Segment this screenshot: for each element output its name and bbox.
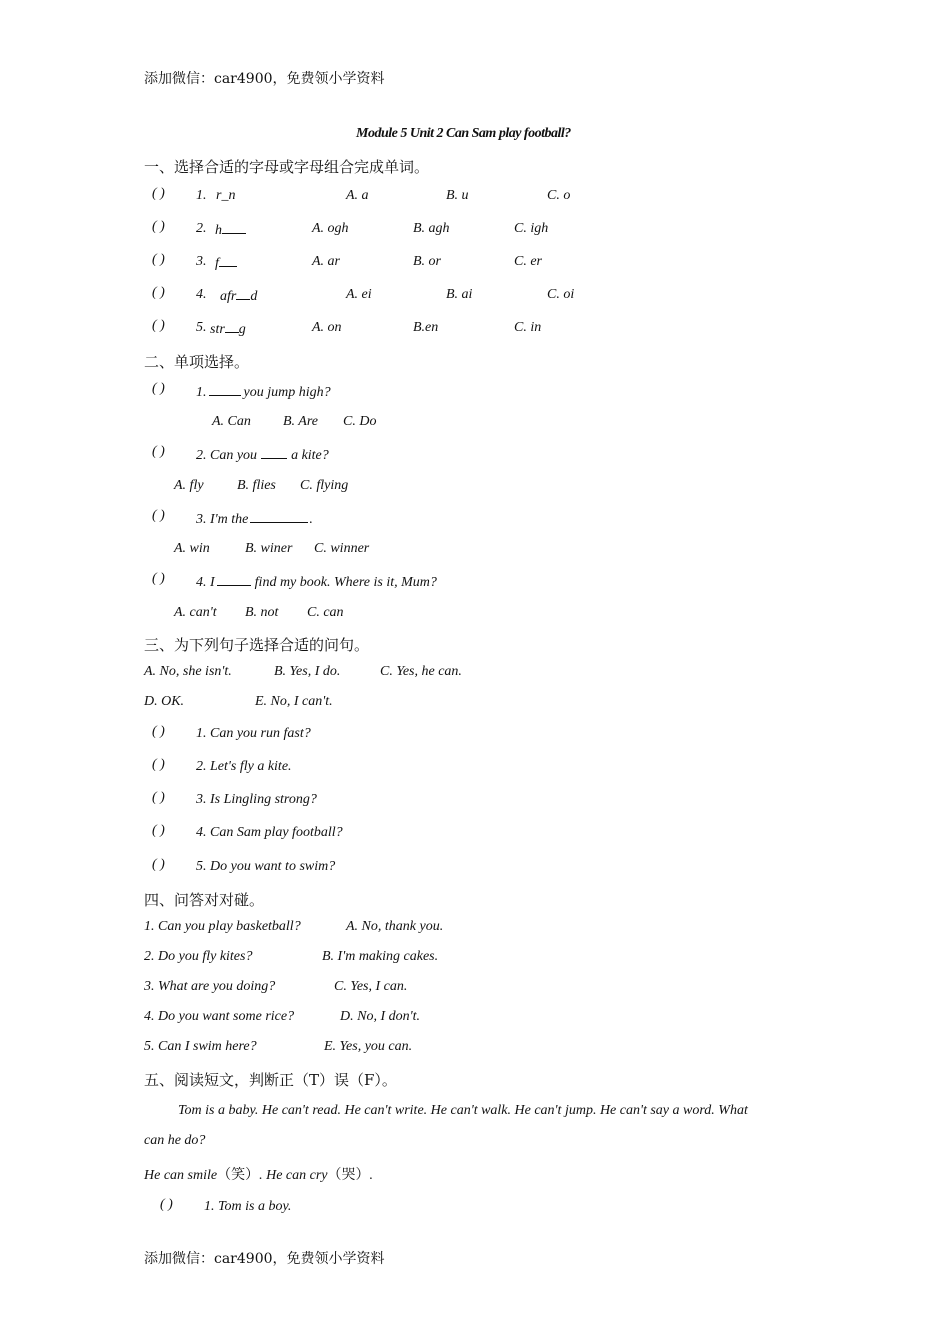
item-number: 2. [196, 221, 207, 236]
match-question: 2. Do you fly kites? [144, 949, 253, 964]
statement-text: 1. Tom is a boy. [204, 1199, 292, 1214]
answer-paren[interactable]: ( ) [152, 444, 165, 459]
option-a: A. ei [346, 287, 372, 302]
answer-paren[interactable]: ( ) [152, 757, 165, 772]
question-text: 3. I'm the [196, 512, 249, 527]
question-text: 1. Can you run fast? [196, 726, 311, 741]
option-a: A. ogh [312, 221, 349, 236]
section5-heading: 五、阅读短文，判断正（T）误（F）。 [144, 1071, 397, 1089]
match-answer: B. I'm making cakes. [322, 949, 439, 964]
blank-line[interactable] [217, 573, 251, 586]
item-word-end: d [250, 289, 258, 304]
footer-watermark: 添加微信：car4900，免费领小学资料 [144, 1251, 385, 1267]
blank-line[interactable] [225, 320, 239, 333]
option-b: B. winer [245, 541, 293, 556]
answer-paren[interactable]: ( ) [160, 1197, 173, 1212]
option-b: B. flies [237, 478, 276, 493]
item-number: 3. [196, 254, 207, 269]
option-b: B. ai [446, 287, 473, 302]
question-text: 1. [196, 385, 207, 400]
answer-paren[interactable]: ( ) [152, 219, 165, 234]
option-a: A. fly [174, 478, 204, 493]
section1-heading: 一、选择合适的字母或字母组合完成单词。 [144, 158, 430, 176]
question-text: 5. Do you want to swim? [196, 859, 336, 874]
answer-paren[interactable]: ( ) [152, 724, 165, 739]
match-answer: C. Yes, I can. [334, 979, 408, 994]
match-answer: D. No, I don't. [340, 1009, 420, 1024]
answer-paren[interactable]: ( ) [152, 571, 165, 586]
option-c: C. in [514, 320, 542, 335]
option-c: C. Do [343, 414, 377, 429]
answer-paren[interactable]: ( ) [152, 381, 165, 396]
answer-option-a: A. No, she isn't. [144, 664, 232, 679]
item-word: afr [220, 289, 237, 304]
answer-paren[interactable]: ( ) [152, 318, 165, 333]
match-answer: A. No, thank you. [346, 919, 444, 934]
question-text: 2. Let's fly a kite. [196, 759, 292, 774]
option-c: C. flying [300, 478, 349, 493]
question-text-end: find my book. Where is it, Mum? [254, 575, 437, 590]
question-text: 4. Can Sam play football? [196, 825, 343, 840]
question-text: 2. Can you [196, 448, 258, 463]
option-b: B. or [413, 254, 441, 269]
blank-line[interactable] [236, 287, 250, 300]
match-question: 3. What are you doing? [144, 979, 276, 994]
item-number: 4. [196, 287, 207, 302]
option-a: A. a [346, 188, 369, 203]
passage-line [144, 1164, 373, 1184]
passage-line: can he do? [144, 1133, 206, 1148]
answer-option-b: B. Yes, I do. [274, 664, 341, 679]
section2-heading: 二、单项选择。 [144, 353, 250, 371]
answer-option-c: C. Yes, he can. [380, 664, 462, 679]
question-text-end: you jump high? [243, 385, 331, 400]
blank-line[interactable] [209, 383, 241, 396]
item-word: r_n [216, 188, 236, 203]
match-question: 1. Can you play basketball? [144, 919, 301, 934]
passage-text: He can smile [144, 1168, 218, 1183]
question-text-end: a kite? [291, 448, 329, 463]
question-text-end: . [309, 512, 313, 527]
option-b: B.en [413, 320, 439, 335]
option-a: A. ar [312, 254, 340, 269]
answer-paren[interactable]: ( ) [152, 857, 165, 872]
header-watermark: 添加微信：car4900，免费领小学资料 [144, 71, 385, 87]
passage-line: Tom is a baby. He can't read. He can't write. He can't walk. He can't jump. He can't say a word. What [178, 1103, 748, 1118]
option-b: B. agh [413, 221, 450, 236]
passage-gloss: （哭） [327, 1167, 370, 1183]
option-b: B. not [245, 605, 279, 620]
option-a: A. Can [212, 414, 251, 429]
answer-paren[interactable]: ( ) [152, 252, 165, 267]
section3-heading: 三、为下列句子选择合适的问句。 [144, 636, 370, 654]
item-word: h [215, 223, 222, 238]
answer-paren[interactable]: ( ) [152, 186, 165, 201]
item-word: f [215, 256, 219, 271]
option-a: A. on [312, 320, 342, 335]
item-number: 1. [196, 188, 207, 203]
blank-line[interactable] [250, 510, 308, 523]
answer-paren[interactable]: ( ) [152, 790, 165, 805]
option-c: C. winner [314, 541, 370, 556]
question-text: 3. Is Lingling strong? [196, 792, 317, 807]
answer-option-e: E. No, I can't. [255, 694, 333, 709]
option-c: C. o [547, 188, 571, 203]
option-a: A. can't [174, 605, 217, 620]
option-c: C. can [307, 605, 344, 620]
answer-paren[interactable]: ( ) [152, 823, 165, 838]
blank-line[interactable] [261, 446, 287, 459]
answer-option-d: D. OK. [144, 694, 185, 709]
blank-line[interactable] [222, 221, 246, 234]
passage-text: . [369, 1168, 374, 1183]
answer-paren[interactable]: ( ) [152, 508, 165, 523]
option-c: C. oi [547, 287, 575, 302]
match-question: 4. Do you want some rice? [144, 1009, 295, 1024]
blank-line[interactable] [219, 254, 237, 267]
item-word: str [210, 322, 225, 337]
option-c: C. igh [514, 221, 549, 236]
option-b: B. Are [283, 414, 318, 429]
section4-heading: 四、问答对对碰。 [144, 891, 265, 909]
item-number: 5. [196, 320, 207, 335]
question-text: 4. I [196, 575, 215, 590]
option-c: C. er [514, 254, 542, 269]
match-answer: E. Yes, you can. [324, 1039, 413, 1054]
passage-gloss: （笑） [217, 1167, 260, 1183]
passage-text: . He can cry [259, 1168, 328, 1183]
match-question: 5. Can I swim here? [144, 1039, 257, 1054]
page-title: Module 5 Unit 2 Can Sam play football? [356, 126, 571, 141]
item-word-end: g [238, 322, 246, 337]
answer-paren[interactable]: ( ) [152, 285, 165, 300]
option-a: A. win [174, 541, 210, 556]
option-b: B. u [446, 188, 469, 203]
